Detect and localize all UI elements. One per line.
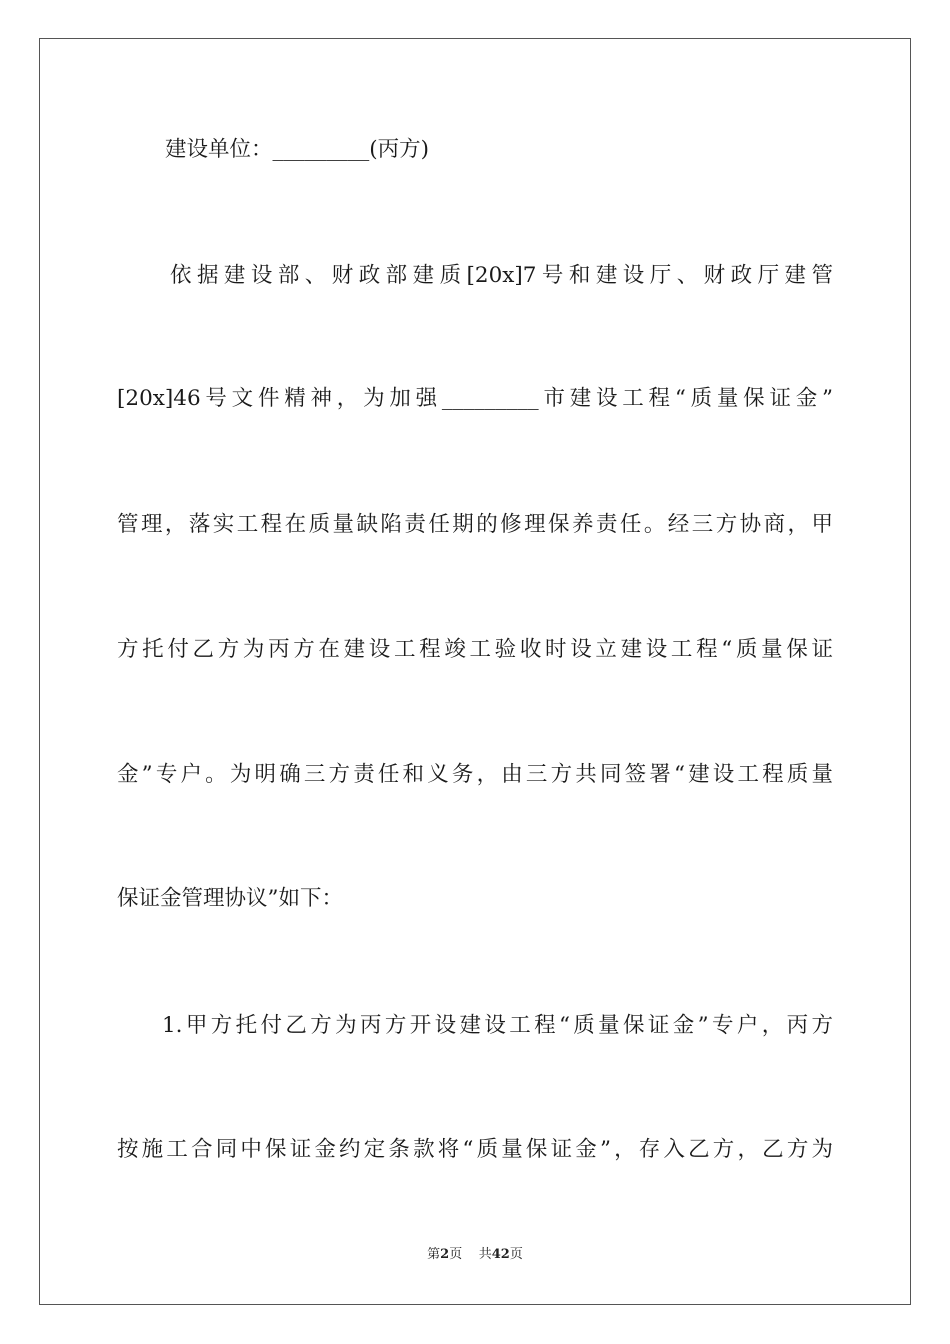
paragraph-line: 保证金管理协议”如下： [117,886,343,911]
total-prefix: 共 [478,1247,492,1262]
party-c-line: 建设单位：_________(丙方) [165,137,430,162]
page-number: 2 [440,1247,450,1262]
paragraph-line: 方托付乙方为丙方在建设工程竣工验收时设立建设工程“质量保证 [117,637,833,662]
clause-line: 1.甲方托付乙方为丙方开设建设工程“质量保证金”专户，丙方 [162,1013,833,1038]
page-suffix: 页 [449,1247,463,1262]
total-suffix: 页 [509,1247,523,1262]
paragraph-line: [20x]46号文件精神，为加强_________市建设工程“质量保证金” [117,386,833,411]
clause-line: 按施工合同中保证金约定条款将“质量保证金”，存入乙方，乙方为 [117,1137,833,1162]
page-footer [0,1246,950,1264]
total-pages: 42 [491,1247,510,1262]
page-prefix: 第 [427,1247,441,1262]
paragraph-line: 金”专户。为明确三方责任和义务，由三方共同签署“建设工程质量 [117,762,833,787]
page-border [39,38,911,1305]
paragraph-line: 依据建设部、财政部建质[20x]7号和建设厅、财政厅建管 [170,263,833,288]
paragraph-line: 管理，落实工程在质量缺陷责任期的修理保养责任。经三方协商，甲 [117,512,833,537]
